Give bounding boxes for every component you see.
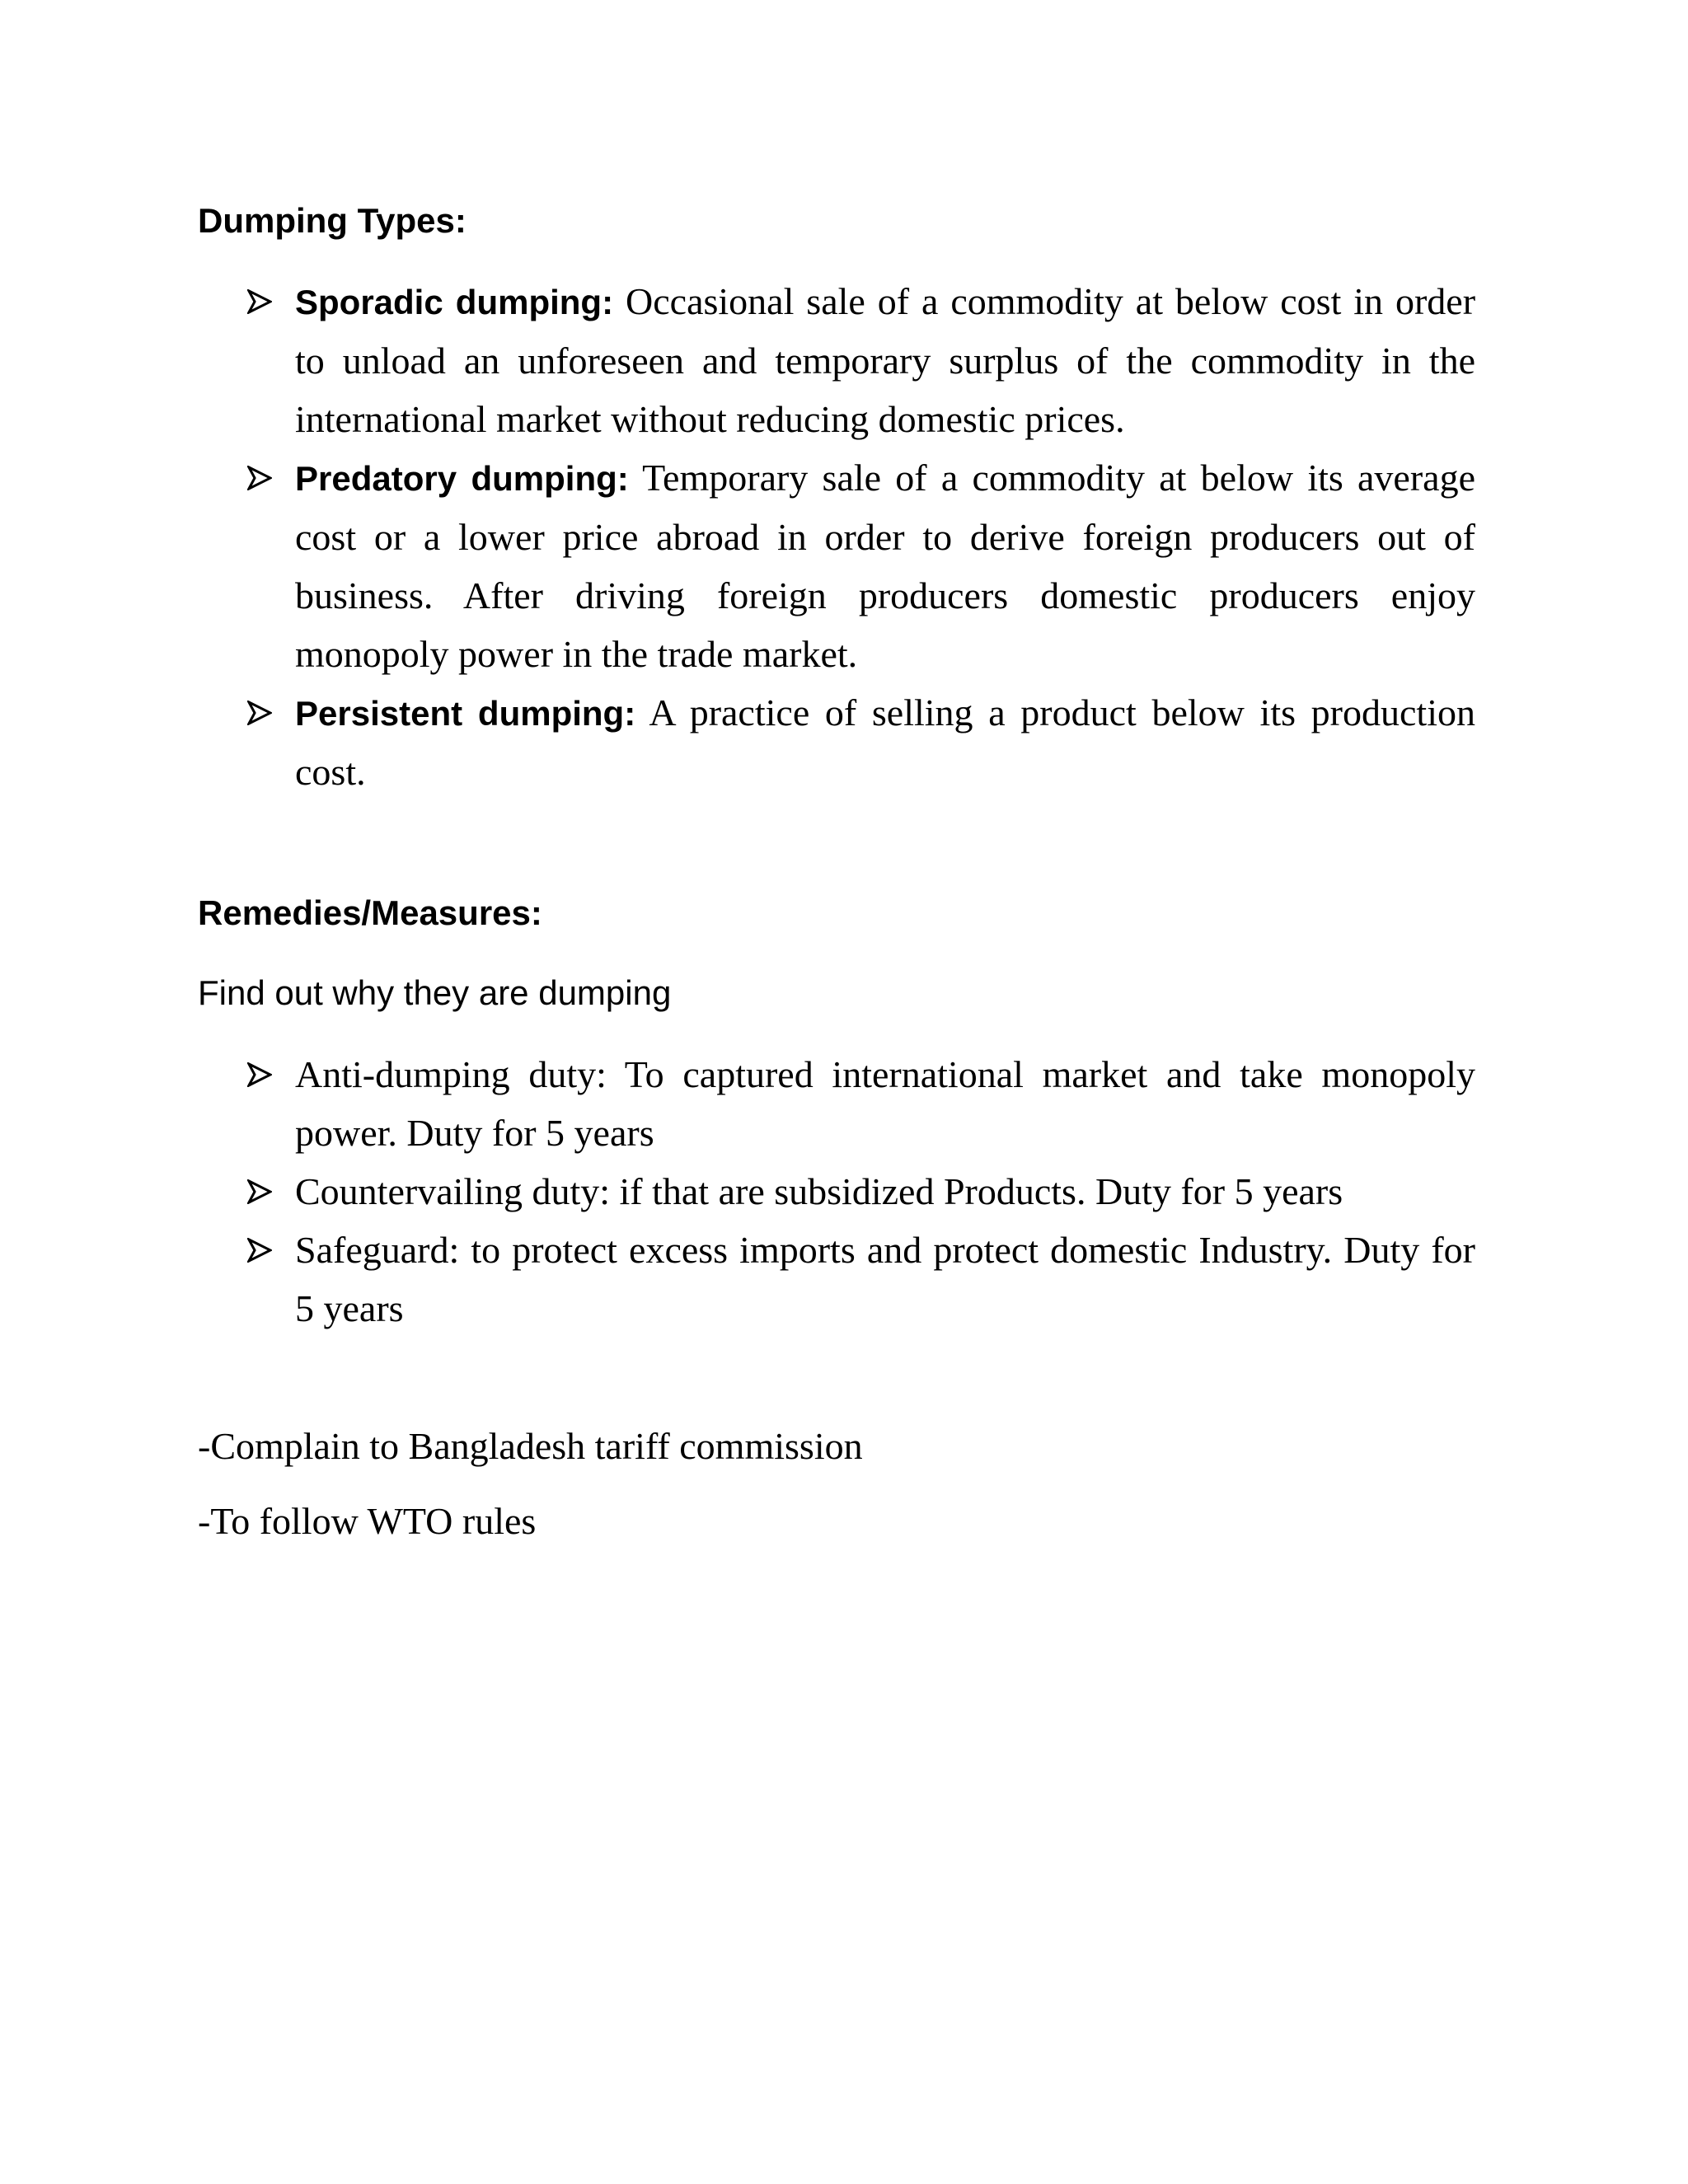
list-item — [247, 1221, 1475, 1338]
term-label: Sporadic dumping: — [295, 283, 614, 321]
list-item — [247, 1162, 1475, 1221]
arrowhead-bullet-icon — [247, 466, 272, 490]
remedy-text: Anti-dumping duty: To captured international market and take monopoly power. Duty for 5 years — [295, 1053, 1475, 1154]
term-label: Predatory dumping: — [295, 459, 629, 498]
note-wto: -To follow WTO rules — [198, 1500, 537, 1542]
remedies-heading: Remedies/Measures: — [198, 893, 542, 932]
arrowhead-bullet-icon — [247, 701, 272, 725]
remedies-list — [247, 1045, 1475, 1338]
remedy-text: Safeguard: to protect excess imports and protect domestic Industry. Duty for 5 years — [295, 1229, 1475, 1329]
term-description: A practice of selling a product below its production cost. — [295, 691, 1475, 793]
list-item — [247, 272, 1475, 448]
arrowhead-bullet-icon — [247, 1238, 272, 1263]
dumping-types-list — [247, 272, 1475, 801]
term-label: Persistent dumping: — [295, 694, 636, 733]
arrowhead-bullet-icon — [247, 1179, 272, 1204]
note-complain: -Complain to Bangladesh tariff commission — [198, 1425, 863, 1467]
list-item — [247, 683, 1475, 801]
remedy-text: Countervailing duty: if that are subsidized Products. Duty for 5 years — [295, 1170, 1343, 1212]
dumping-types-heading: Dumping Types: — [198, 201, 467, 240]
arrowhead-bullet-icon — [247, 1062, 272, 1087]
list-item — [247, 448, 1475, 683]
term-description: Occasional sale of a commodity at below cost in order to unload an unforeseen and temporary surplus of the commodity in the international market without reducing domestic prices. — [295, 280, 1476, 440]
remedies-intro: Find out why they are dumping — [198, 973, 672, 1012]
term-description: Temporary sale of a commodity at below its average cost or a lower price abroad in order to derive foreign producers out of business. After driving foreign producers domestic producers enjoy monopoly power in the trade market. — [295, 457, 1475, 675]
arrowhead-bullet-icon — [247, 289, 272, 314]
list-item — [247, 1045, 1475, 1162]
